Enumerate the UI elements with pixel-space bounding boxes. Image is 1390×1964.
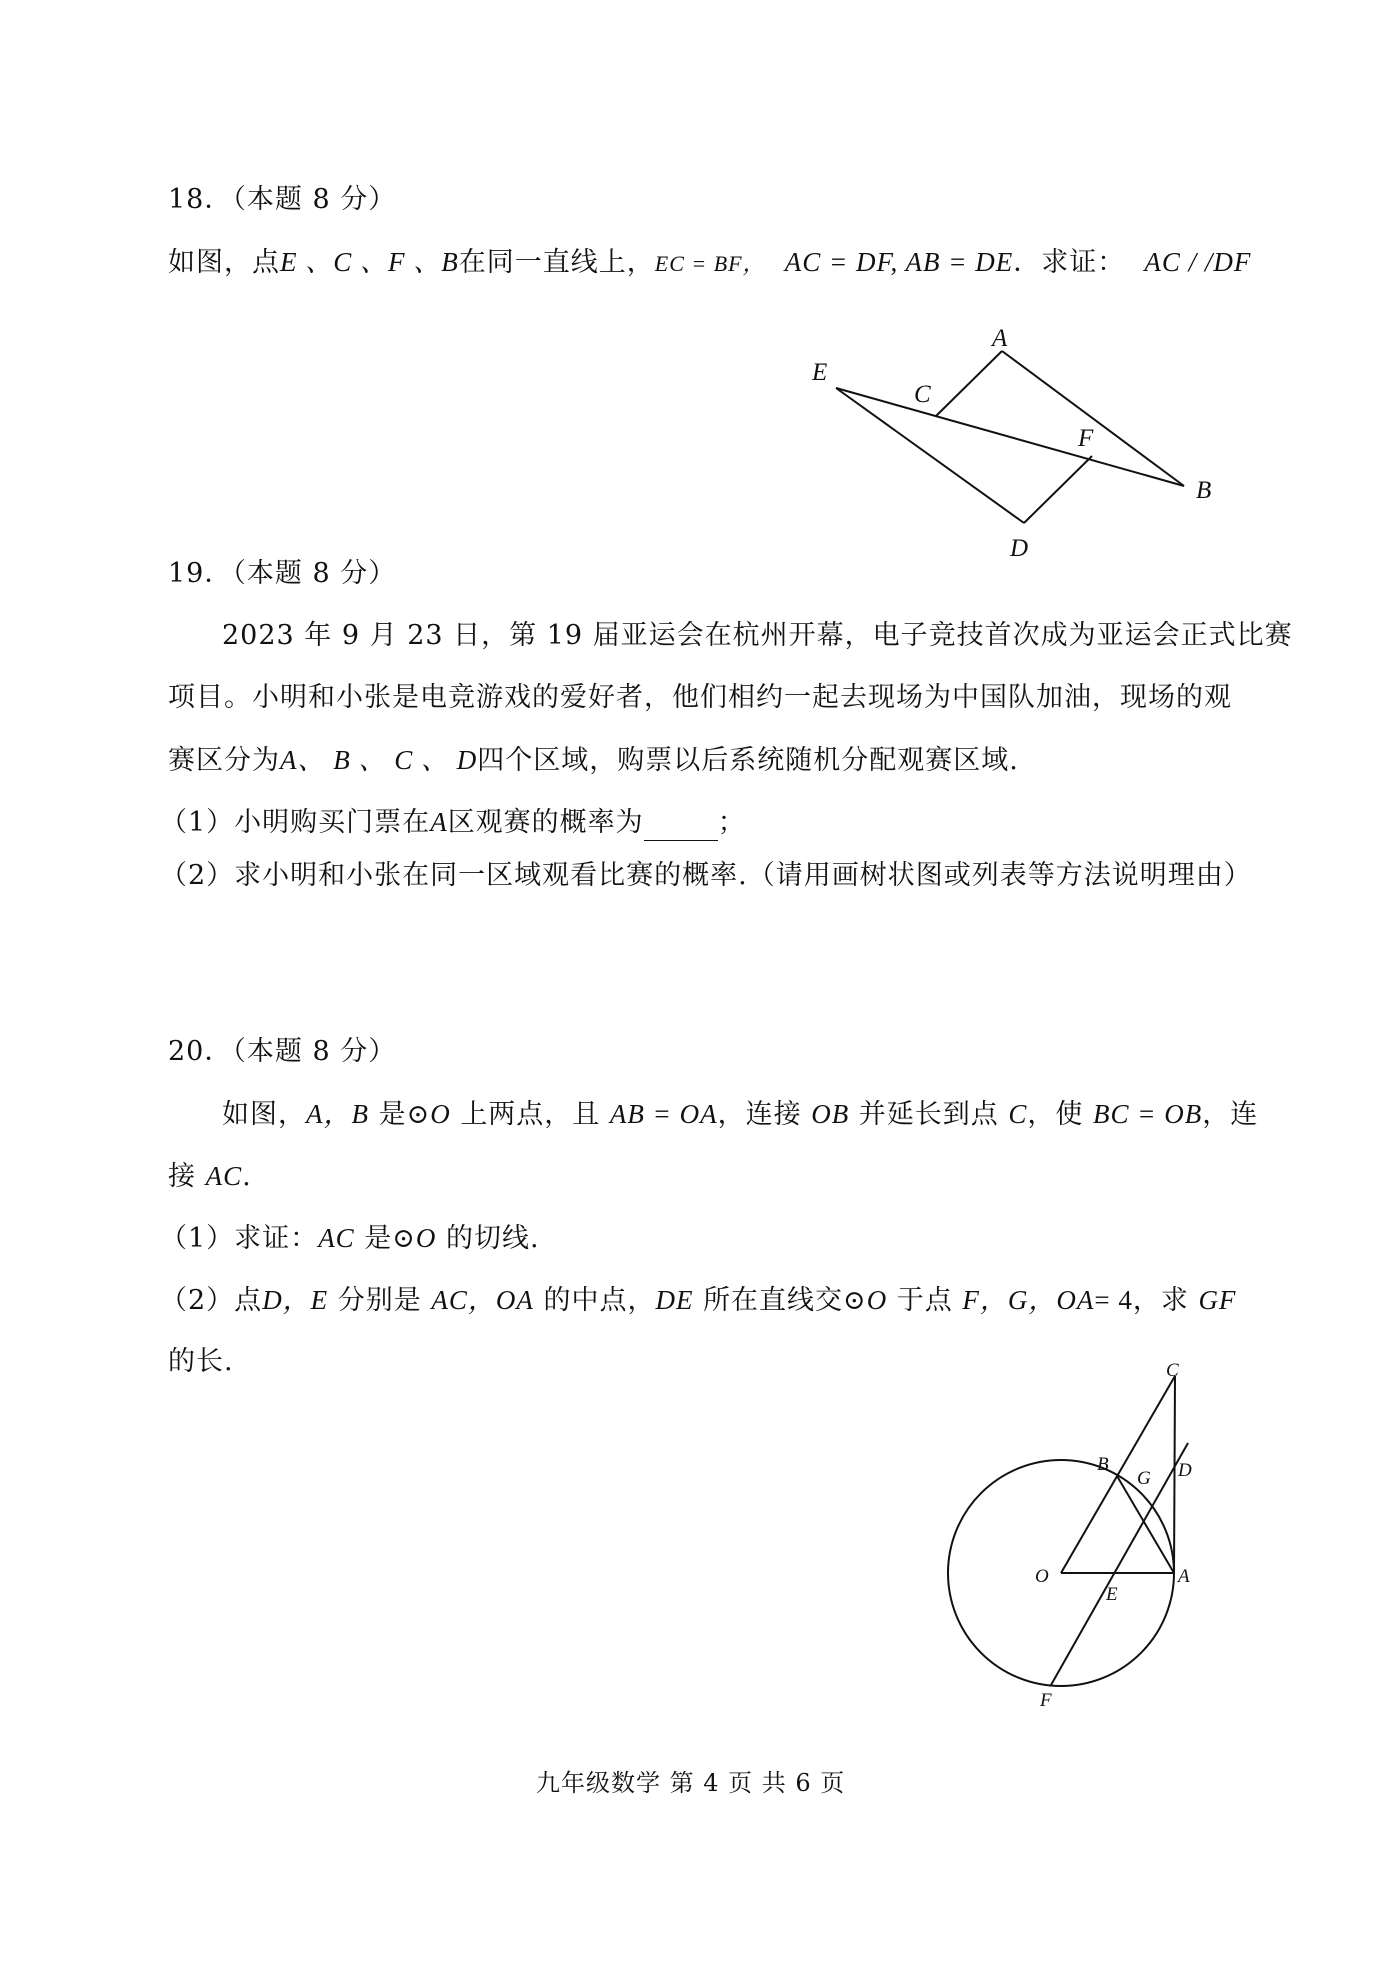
- label-o: O: [1035, 1566, 1049, 1587]
- q20-paragraph-line-2: [168, 1158, 252, 1195]
- q20-text: 并延长到点: [858, 1099, 999, 1130]
- q20-text: （1）求证：: [160, 1223, 319, 1254]
- q20-figure: [920, 1350, 1220, 1710]
- label-b: B: [1097, 1454, 1109, 1475]
- q20-text: 的切线.: [446, 1223, 540, 1254]
- q18-figure: [800, 320, 1220, 560]
- q19-sub1-end: ；: [717, 807, 746, 838]
- label-g: G: [1137, 1468, 1151, 1489]
- q18-goal: AC / /DF: [1144, 247, 1252, 277]
- q20-text: ，求: [1132, 1285, 1189, 1316]
- q19-paragraph-line-1: 2023 年 9 月 23 日，第 19 届亚运会在杭州开幕，电子竞技首次成为亚运会正式比赛: [222, 620, 1293, 651]
- q20-subquestion-2: [160, 1282, 1236, 1319]
- q19-heading: 19．（本题 8 分）: [168, 558, 397, 589]
- q18-heading: 18．（本题 8 分）: [168, 184, 397, 215]
- label-a: A: [992, 325, 1008, 352]
- q18-text-mid: 在同一直线上，: [458, 247, 655, 278]
- label-b: B: [1196, 477, 1212, 504]
- q18-statement: [168, 244, 1251, 282]
- q19-paragraph-line-3: [168, 742, 1019, 779]
- label-a: A: [1178, 1566, 1190, 1587]
- q20-point-c: C: [1008, 1099, 1028, 1129]
- q19-sub1-prefix: （1）小明购买门票在: [160, 807, 431, 838]
- q18-points: E 、C 、F 、B: [280, 247, 459, 277]
- label-f: F: [1040, 1690, 1052, 1710]
- q20-math-ac: AC: [205, 1161, 243, 1191]
- q20-heading: 20．（本题 8 分）: [168, 1036, 397, 1067]
- q20-text: ，连: [1202, 1099, 1259, 1130]
- line-ed: [836, 388, 1024, 523]
- q20-points-de: D，E: [262, 1285, 329, 1315]
- q20-text: 于点: [896, 1285, 953, 1316]
- q20-subquestion-2-end: 的长.: [168, 1346, 234, 1377]
- q20-text: ，连接: [717, 1099, 802, 1130]
- q20-text: 上两点，且: [460, 1099, 601, 1130]
- q20-paragraph-line-1: [222, 1096, 1258, 1133]
- q20-math-bc-ob: BC = OB: [1093, 1099, 1203, 1129]
- q20-text: 如图，: [222, 1099, 306, 1130]
- line-ac: [1174, 1376, 1175, 1573]
- q19-line3-prefix: 赛区分为: [168, 745, 280, 776]
- q20-text: 分别是: [337, 1285, 422, 1316]
- q20-text: 所在直线交⊙: [703, 1285, 867, 1316]
- label-d: D: [1010, 535, 1029, 560]
- q20-text: 是⊙: [364, 1223, 416, 1254]
- answer-blank[interactable]: [644, 814, 718, 841]
- label-e: E: [1106, 1584, 1118, 1605]
- page-footer: 九年级数学 第 4 页 共 6 页: [536, 1769, 846, 1797]
- q20-math-value: = 4: [1094, 1285, 1133, 1315]
- q18-condition-1: EC = BF，: [654, 251, 766, 276]
- line-df: [1024, 456, 1092, 523]
- q19-subquestion-2: （2）求小明和小张在同一区域观看比赛的概率.（请用画树状图或列表等方法说明理由）: [160, 860, 1252, 891]
- line-eb: [836, 388, 1184, 486]
- q19-paragraph-line-2: 项目。小明和小张是电竞游戏的爱好者，他们相约一起去现场为中国队加油，现场的观: [168, 682, 1232, 713]
- q20-math-ac-oa: AC，OA: [431, 1285, 534, 1315]
- q20-text: （2）点: [160, 1285, 263, 1316]
- q20-text: 接: [168, 1161, 196, 1192]
- q20-text: .: [242, 1161, 252, 1192]
- line-oc: [1061, 1376, 1175, 1573]
- q19-areas: A、 B 、 C 、 D: [280, 745, 478, 775]
- q20-circle-o: O: [415, 1223, 437, 1253]
- q20-text: 是⊙: [378, 1099, 431, 1130]
- q20-math-ob: OB: [811, 1099, 850, 1129]
- q20-points-ab: A，B: [306, 1099, 369, 1129]
- q18-text-prefix: 如图，点: [168, 247, 280, 278]
- q20-circle-o: O: [866, 1285, 888, 1315]
- label-c: C: [1166, 1360, 1179, 1381]
- label-c: C: [914, 381, 931, 408]
- line-ca: [936, 351, 1002, 416]
- label-f: F: [1078, 425, 1094, 452]
- q19-sub1-area: A: [430, 807, 448, 837]
- line-ab: [1002, 351, 1184, 486]
- q20-math-ab-oa: AB = OA: [609, 1099, 718, 1129]
- q18-text-suffix: ．求证：: [1013, 247, 1126, 278]
- q19-line3-suffix: 四个区域，购票以后系统随机分配观赛区域.: [477, 745, 1019, 776]
- q20-points-fg: F，G，OA: [962, 1285, 1095, 1315]
- q20-math-gf: GF: [1198, 1285, 1237, 1315]
- q20-circle-o: O: [430, 1099, 451, 1129]
- q20-math-ac: AC: [318, 1223, 355, 1253]
- label-e: E: [812, 359, 828, 386]
- q20-text: ，使: [1027, 1099, 1084, 1130]
- line-ab: [1117, 1476, 1174, 1573]
- q20-text: 的中点，: [543, 1285, 656, 1316]
- q20-subquestion-1: [160, 1220, 540, 1257]
- q18-condition-2: AC = DF, AB = DE: [784, 247, 1014, 277]
- q20-math-de: DE: [655, 1285, 694, 1315]
- q19-sub1-suffix: 区观赛的概率为: [447, 807, 644, 838]
- q19-subquestion-1: [160, 804, 746, 841]
- label-d: D: [1178, 1460, 1192, 1481]
